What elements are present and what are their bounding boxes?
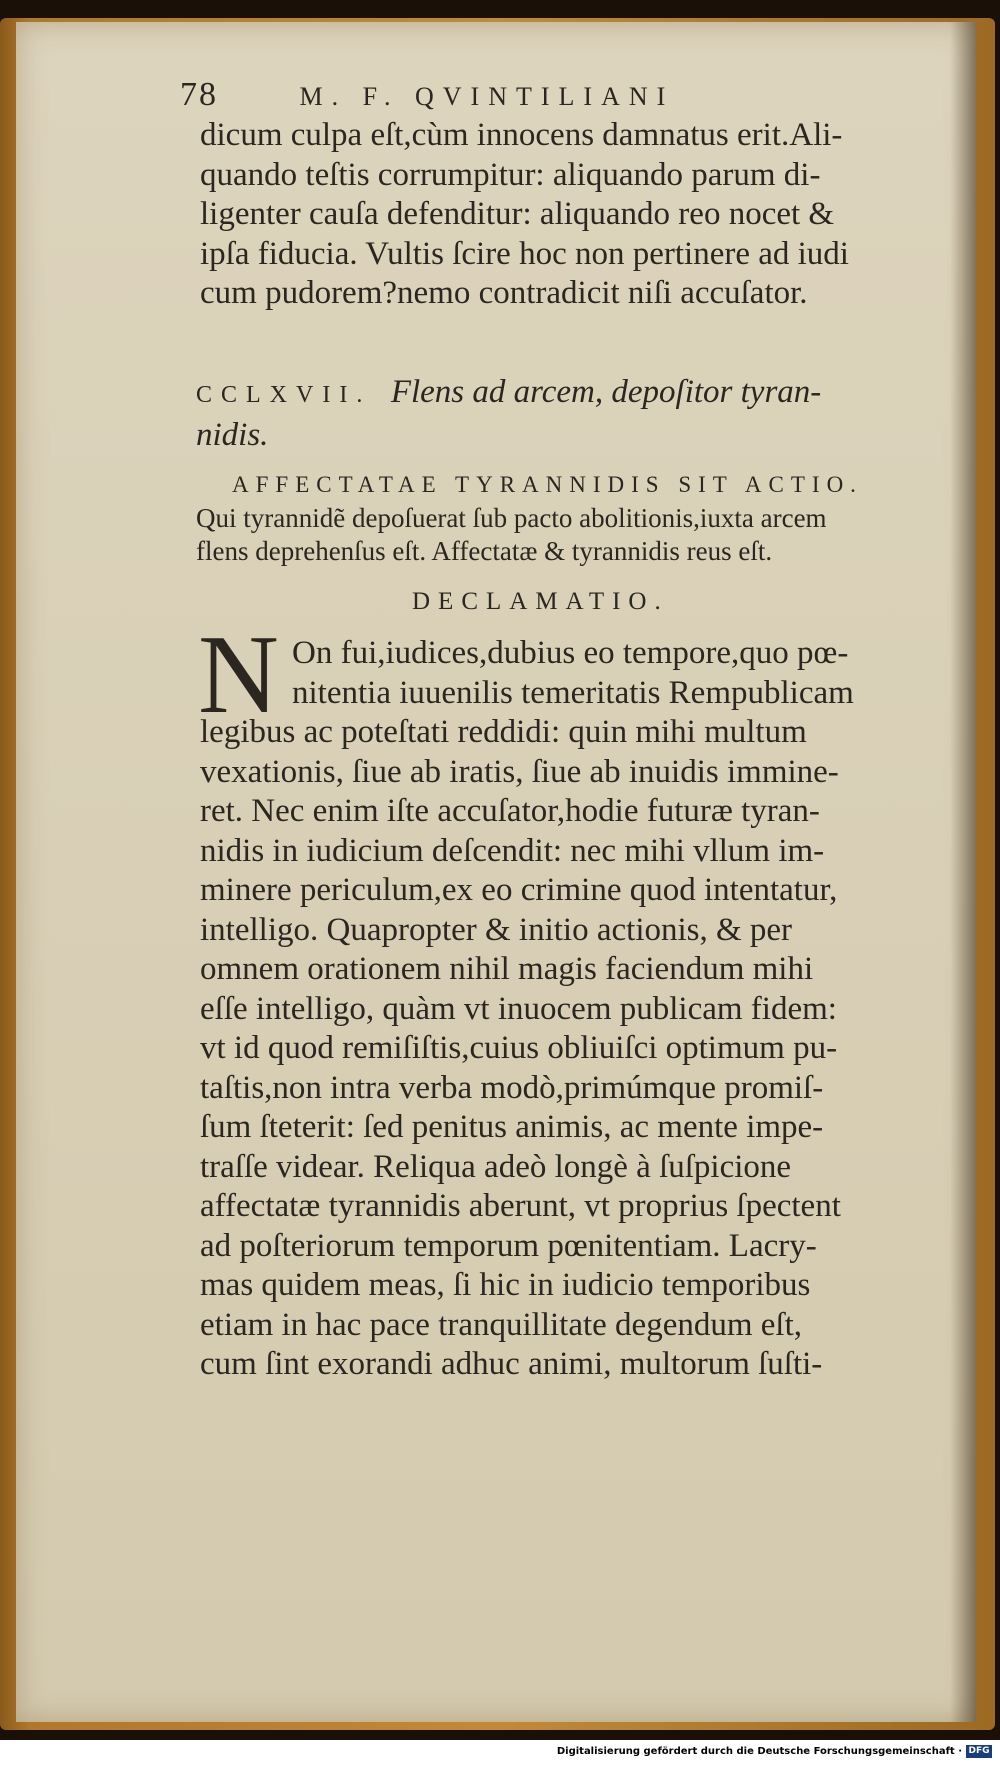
- text-line: quando teſtis corrumpitur: aliquando parum di-: [200, 156, 821, 193]
- text-line: cum pudorem?nemo contradicit niſi accuſator.: [200, 275, 808, 311]
- declamatio-body: [200, 634, 940, 1385]
- text-line: ligenter cauſa defenditur: aliquando reo nocet &: [200, 196, 835, 232]
- section-number: CCLXVII.: [196, 382, 372, 408]
- section-heading: [196, 372, 946, 455]
- text-line: ſum ſteterit: ſed penitus animis, ac mente impe-: [200, 1109, 824, 1145]
- text-line: taſtis,non intra verba modò,primúmque promiſ-: [200, 1069, 824, 1106]
- top-paragraph: [200, 116, 940, 314]
- funding-credit: Digitalisierung gefördert durch die Deutsche Forschungsgemeinschaft ·: [556, 1746, 962, 1757]
- argument-title: AFFECTATAE TYRANNIDIS SIT ACTIO.: [232, 472, 863, 497]
- text-line: dicum culpa eſt,cùm innocens damnatus erit.Ali-: [200, 117, 843, 153]
- section-title-continued: nidis.: [196, 417, 269, 453]
- argument-line: Qui tyrannidẽ depoſuerat ſub pacto abolitionis,iuxta arcem: [196, 503, 827, 533]
- text-line: cum ſint exorandi adhuc animi, multorum ſuſti-: [200, 1346, 823, 1382]
- declamatio-heading: DECLAMATIO.: [412, 588, 669, 615]
- argument-line: flens deprehenſus eſt. Affectatæ & tyrannidis reus eſt.: [196, 536, 773, 566]
- drop-capital: N: [198, 613, 279, 737]
- argument-text: [196, 502, 946, 568]
- text-line: minere periculum,ex eo crimine quod intentatur,: [200, 872, 838, 908]
- text-line: On fui,iudices,dubius eo tempore,quo pœ-: [292, 635, 849, 671]
- gutter-shadow: [950, 22, 976, 1722]
- text-line: ipſa fiducia. Vultis ſcire hoc non pertinere ad iudi: [200, 235, 849, 272]
- running-title: M. F. QVINTILIANI: [299, 82, 675, 111]
- text-line: vexationis, ſiue ab iratis, ſiue ab inuidis immine-: [200, 753, 839, 790]
- running-head: [180, 76, 940, 114]
- text-line: intelligo. Quapropter & initio actionis, & per: [200, 911, 793, 948]
- text-line: mas quidem meas, ſi hic in iudicio temporibus: [200, 1267, 811, 1303]
- text-line: legibus ac poteſtati reddidi: quin mihi multum: [200, 714, 807, 750]
- text-line: affectatæ tyrannidis aberunt, vt proprius ſpectent: [200, 1188, 841, 1224]
- text-line: eſſe intelligo, quàm vt inuocem publicam fidem:: [200, 990, 837, 1027]
- text-line: omnem orationem nihil magis faciendum mihi: [200, 951, 814, 987]
- text-line: vt id quod remiſiſtis,cuius obliuiſci optimum pu-: [200, 1030, 838, 1066]
- text-line: nitentia iuuenilis temeritatis Rempublicam: [292, 674, 854, 711]
- dfg-logo: DFG: [966, 1745, 992, 1758]
- page-number: 78: [180, 76, 218, 113]
- text-line: ret. Nec enim iſte accuſator,hodie futuræ tyran-: [200, 793, 820, 829]
- text-line: nidis in iudicium deſcendit: nec mihi vllum im-: [200, 832, 825, 869]
- section-title: Flens ad arcem, depoſitor tyran-: [390, 374, 822, 410]
- text-line: etiam in hac pace tranquillitate degendum eſt,: [200, 1306, 803, 1343]
- text-line: traſſe videar. Reliqua adeò longè à ſuſpicione: [200, 1148, 792, 1185]
- text-line: ad poſteriorum temporum pœnitentiam. Lacry-: [200, 1227, 817, 1264]
